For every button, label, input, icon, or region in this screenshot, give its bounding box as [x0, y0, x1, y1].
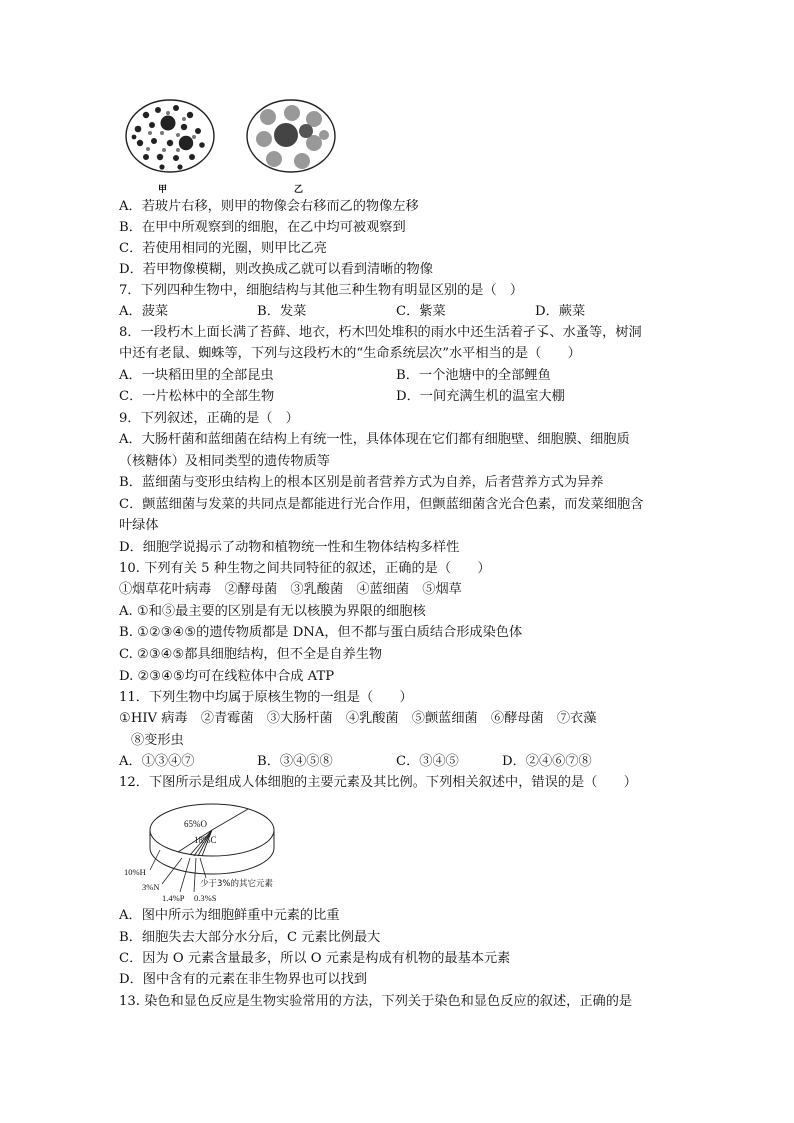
q6-option-a: A．若玻片右移，则甲的物像会右移而乙的物像左移 — [119, 199, 419, 214]
q6-option-b: B．在甲中所观察到的细胞，在乙中均可被观察到 — [119, 220, 406, 235]
q11-option-d: D．②④⑥⑦⑧ — [502, 754, 592, 769]
q12-option-d: D．图中含有的元素在非生物界也可以找到 — [119, 972, 367, 987]
q6-option-c: C．若使用相同的光圈，则甲比乙亮 — [119, 241, 327, 256]
q11-option-b: B．③④⑤⑧ — [257, 754, 333, 769]
pie-label-h: 10%H — [124, 867, 146, 877]
q9-option-c-line-1: C．颤蓝细菌与发菜的共同点是都能进行光合作用，但颤蓝细菌含光合色素，而发菜细胞含 — [119, 497, 644, 512]
q12-stem: 12．下图所示是组成人体细胞的主要元素及其比例。下列相关叙述中，错误的是（ ） — [119, 775, 637, 790]
pie-label-p: 1.4%P — [162, 893, 185, 903]
q7-option-d: D．蕨菜 — [535, 304, 586, 319]
q10-items: ①烟草花叶病毒 ②酵母菌 ③乳酸菌 ④蓝细菌 ⑤烟草 — [119, 582, 462, 597]
q9-option-a-line-1: A．大肠杆菌和蓝细菌在结构上有统一性，具体体现在它们都有细胞壁、细胞膜、细胞质 — [119, 432, 630, 447]
pie-label-other: 少于3%的其它元素 — [200, 879, 273, 889]
q7-stem: 7．下列四种生物中，细胞结构与其他三种生物有明显区别的是（ ） — [119, 283, 524, 298]
q11-items-line-1: ①HIV 病毒 ②青霉菌 ③大肠杆菌 ④乳酸菌 ⑤颤蓝细菌 ⑥酵母菌 ⑦衣藻 — [119, 711, 597, 726]
q8-stem-line-1: 8．一段朽木上面长满了苔藓、地衣，朽木凹处堆积的雨水中还生活着孑孓、水蚤等，树洞 — [119, 325, 642, 340]
q12-option-a: A．图中所示为细胞鲜重中元素的比重 — [119, 908, 340, 923]
q10-option-c: C. ②③④⑤都具细胞结构，但不全是自养生物 — [119, 647, 383, 662]
q7-option-b: B．发菜 — [257, 304, 307, 319]
q8-option-b: B．一个池塘中的全部鲤鱼 — [396, 368, 551, 383]
q12-option-b: B．细胞失去大部分水分后，C 元素比例最大 — [119, 930, 381, 945]
q9-stem: 9．下列叙述，正确的是（ ） — [119, 411, 299, 426]
q11-items-line-2: ⑧变形虫 — [131, 733, 184, 748]
q8-option-a: A．一块稻田里的全部昆虫 — [119, 368, 274, 383]
q9-option-d: D．细胞学说揭示了动物和植物统一性和生物体结构多样性 — [119, 540, 460, 555]
q7-option-c: C．紫菜 — [396, 304, 446, 319]
q10-option-b: B. ①②③④⑤的遗传物质都是 DNA，但不都与蛋白质结合形成染色体 — [119, 625, 523, 640]
q10-option-a: A. ①和⑤最主要的区别是有无以核膜为界限的细胞核 — [119, 604, 426, 619]
q11-option-c: C．③④⑤ — [396, 754, 459, 769]
pie-label-s: 0.3%S — [194, 893, 217, 903]
pie-label-n: 3%N — [142, 882, 160, 892]
q6-option-d: D．若甲物像模糊，则改换成乙就可以看到清晰的物像 — [119, 262, 433, 277]
element-pie-chart — [122, 800, 312, 905]
q13-stem: 13. 染色和显色反应是生物实验常用的方法，下列关于染色和显色反应的叙述，正确的是 — [119, 994, 633, 1009]
q10-option-d: D. ②③④⑤均可在线粒体中合成 ATP — [119, 669, 335, 684]
q11-option-a: A．①③④⑦ — [119, 754, 195, 769]
figure-label-yi: 乙 — [294, 185, 304, 195]
q9-option-a-line-2: （核糖体）及相同类型的遗传物质等 — [119, 454, 330, 469]
pie-label-o: 65%O — [184, 819, 207, 829]
q10-stem: 10. 下列有关 5 种生物之间共同特征的叙述，正确的是（ ） — [119, 561, 491, 576]
q8-stem-line-2: 中还有老鼠、蜘蛛等，下列与这段朽木的“生命系统层次”水平相当的是（ ） — [119, 346, 581, 361]
pie-label-c: 18%C — [194, 835, 217, 845]
q9-option-c-line-2: 叶绿体 — [119, 518, 159, 533]
q8-option-d: D．一间充满生机的温室大棚 — [396, 389, 565, 404]
figure-label-jia: 甲 — [158, 185, 168, 195]
q12-option-c: C．因为 O 元素含量最多，所以 O 元素是构成有机物的最基本元素 — [119, 951, 511, 966]
q11-stem: 11．下列生物中均属于原核生物的一组是（ ） — [119, 690, 413, 705]
q7-option-a: A．菠菜 — [119, 304, 169, 319]
q9-option-b: B．蓝细菌与变形虫结构上的根本区别是前者营养方式为自养，后者营养方式为异养 — [119, 475, 604, 490]
q8-option-c: C．一片松林中的全部生物 — [119, 389, 275, 404]
microscope-figure — [118, 95, 338, 190]
